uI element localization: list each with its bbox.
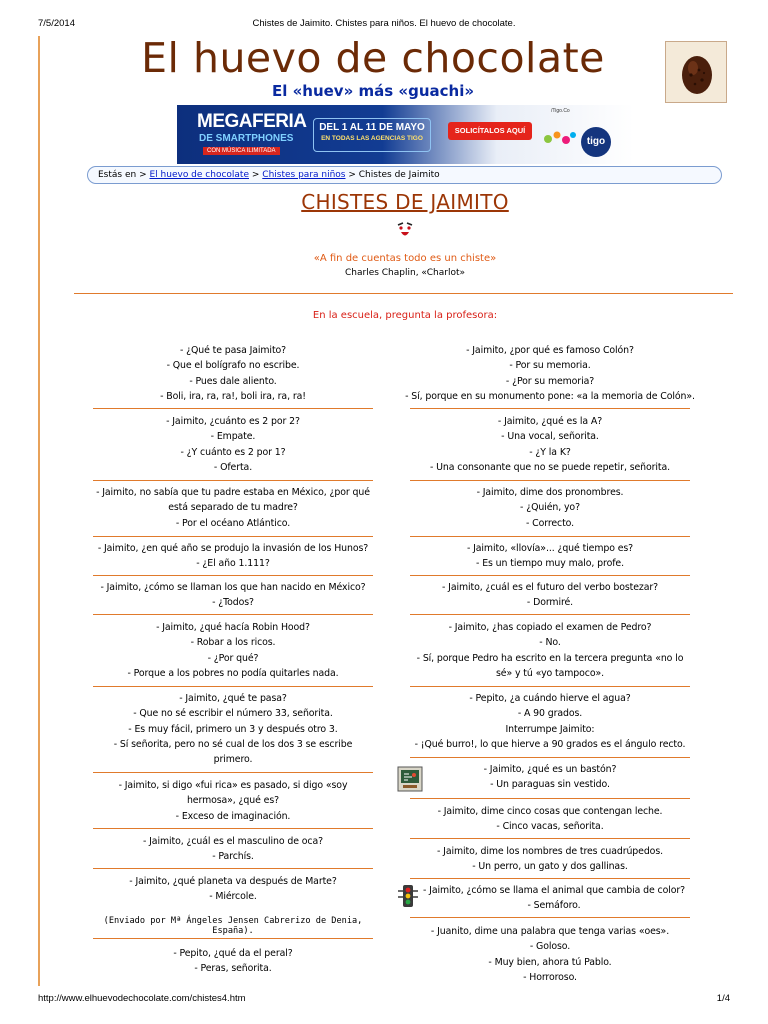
joke-line: hermosa», ¿qué es? — [186, 795, 280, 807]
joke-item — [93, 834, 373, 865]
joke-line: - Una vocal, señorita. — [501, 431, 599, 443]
joke-separator — [410, 838, 690, 839]
joke-line: - Jaimito, dime los nombres de tres cuadrúpedos. — [437, 846, 663, 857]
breadcrumb-prefix: Estás en > — [98, 170, 147, 180]
joke-separator — [93, 536, 373, 537]
joke-line: - Jaimito, ¿has copiado el examen de Pedro? — [448, 622, 652, 633]
joke-line: - Jaimito, ¿qué es la A? — [497, 416, 603, 427]
joke-line: - Es un tiempo muy malo, profe. — [476, 558, 624, 570]
joke-line: - Jaimito, ¿qué planeta va después de Marte? — [129, 876, 337, 887]
joke-line: - Jaimito, ¿cuánto es 2 por 2? — [166, 416, 300, 427]
joke-line: - Un perro, un gato y dos gallinas. — [472, 861, 628, 873]
joke-item — [93, 414, 373, 475]
joke-line: - Jaimito, ¿qué hacía Robin Hood? — [156, 622, 310, 633]
joke-line: - Jaimito, ¿cuál es el masculino de oca? — [142, 836, 323, 847]
breadcrumb-link-home[interactable]: El huevo de chocolate — [149, 170, 249, 180]
joke-line: - ¿Y cuánto es 2 por 1? — [180, 446, 286, 458]
banner-dates-sub: EN TODAS LAS AGENCIAS TIGO — [321, 135, 423, 142]
joke-line: - ¿Y la K? — [529, 446, 571, 458]
joke-item — [93, 946, 373, 977]
joke-line: primero. — [213, 754, 253, 766]
joke-line: - ¿Quién, yo? — [520, 502, 580, 514]
joke-line: - Jaimito, ¿qué es un bastón? — [483, 764, 617, 775]
joke-item — [400, 691, 700, 752]
joke-line: - Miércole. — [209, 891, 257, 903]
print-page-title: Chistes de Jaimito. Chistes para niños. El huevo de chocolate. — [252, 18, 516, 29]
joke-separator — [93, 575, 373, 576]
joke-item — [93, 778, 373, 824]
quote-author: Charles Chaplin, «Charlot» — [344, 268, 466, 278]
joke-separator — [93, 828, 373, 829]
joke-item — [73, 485, 393, 531]
joke-separator — [410, 798, 690, 799]
joke-item — [410, 485, 690, 531]
joke-item — [410, 541, 690, 572]
joke-line: - Cinco vacas, señorita. — [496, 821, 604, 833]
banner-tag: CON MÚSICA ILIMITADA — [203, 147, 280, 155]
joke-line: - Sí, porque Pedro ha escrito en la tercera pregunta «no lo — [416, 652, 684, 664]
joke-item — [93, 691, 373, 767]
quote-text: «A fin de cuentas todo es un chiste» — [313, 253, 497, 264]
joke-line: Interrumpe Jaimito: — [505, 723, 595, 735]
joke-line: - Dormiré. — [526, 597, 574, 609]
joke-line: - Correcto. — [525, 517, 575, 529]
joke-item — [390, 343, 710, 404]
joke-line: - Jaimito, dime dos pronombres. — [476, 487, 624, 498]
joke-item — [410, 580, 690, 611]
joke-separator — [93, 686, 373, 687]
joke-line: sé» y tú «yo tampoco». — [496, 667, 604, 679]
joke-separator — [93, 938, 373, 939]
print-footer — [0, 993, 768, 1007]
page-title: CHISTES DE JAIMITO — [301, 190, 509, 214]
joke-item — [83, 580, 383, 611]
joke-line: - Jaimito, ¿cuál es el futuro del verbo bostezar? — [442, 582, 658, 593]
joke-line: - Goloso. — [529, 941, 571, 953]
joke-line: - Porque a los pobres no podía quitarles nada. — [127, 667, 339, 679]
banner-social-handle: /Tigo.Co — [551, 108, 570, 114]
joke-item — [410, 924, 690, 985]
tigo-logo: tigo — [581, 127, 611, 157]
joke-line: - Parchís. — [212, 851, 254, 863]
joke-line: - ¡Qué burro!, lo que hierve a 90 grados es el ángulo recto. — [414, 738, 686, 750]
joke-item — [93, 874, 373, 905]
joke-item — [83, 541, 383, 572]
joke-separator — [410, 480, 690, 481]
joke-line: - Sí señorita, pero no sé cual de los dos 3 se escribe — [113, 738, 353, 750]
joke-line: - Semáforo. — [527, 900, 581, 912]
joke-line: - Empate. — [210, 431, 256, 443]
print-date: 7/5/2014 — [38, 18, 75, 29]
joke-line: - Jaimito, ¿cómo se llaman los que han nacido en México? — [100, 582, 366, 593]
joke-separator — [93, 614, 373, 615]
breadcrumb-separator: > — [251, 170, 260, 180]
joke-line: - ¿Por qué? — [207, 652, 259, 664]
joke-line: - Jaimito, dime cinco cosas que contengan leche. — [437, 806, 663, 817]
joke-line: - Que no sé escribir el número 33, señorita. — [133, 708, 333, 720]
print-url: http://www.elhuevodechocolate.com/chistes4.htm — [38, 993, 246, 1004]
joke-line: - A 90 grados. — [517, 708, 583, 720]
joke-separator — [93, 408, 373, 409]
joke-line: - Jaimito, ¿qué te pasa? — [179, 693, 287, 704]
joke-line: - Boli, ira, ra, ra!, boli ira, ra, ra! — [160, 390, 306, 402]
joke-line: - Es muy fácil, primero un 3 y después otro 3. — [128, 723, 338, 735]
joke-item — [410, 804, 690, 835]
joke-item — [414, 883, 694, 914]
joke-line: - Jaimito, ¿por qué es famoso Colón? — [466, 345, 634, 356]
joke-item — [410, 844, 690, 875]
breadcrumb-current: > Chistes de Jaimito — [348, 170, 440, 180]
joke-line: - Jaimito, ¿en qué año se produjo la invasión de los Hunos? — [97, 543, 369, 554]
joke-item — [410, 762, 690, 793]
joke-line: - Por el océano Atlántico. — [175, 517, 291, 529]
print-page-number: 1/4 — [716, 993, 730, 1004]
joke-separator — [93, 480, 373, 481]
site-tagline: El «huev» más «guachi» — [271, 82, 475, 100]
joke-line: - No. — [539, 637, 561, 649]
intro-text: En la escuela, pregunta la profesora: — [312, 310, 498, 321]
joke-line: - Jaimito, si digo «fui rica» es pasado, si digo «soy — [118, 780, 348, 791]
joke-line: - ¿Todos? — [212, 597, 254, 609]
banner-title: MEGAFERIA — [197, 111, 307, 132]
joke-separator — [410, 686, 690, 687]
joke-separator — [410, 757, 690, 758]
joke-separator — [93, 868, 373, 869]
joke-line: - Que el bolígrafo no escribe. — [166, 360, 300, 372]
joke-line: - Exceso de imaginación. — [175, 810, 291, 822]
banner-cta-button[interactable]: SOLICÍTALOS AQUÍ — [448, 122, 532, 140]
joke-separator — [410, 408, 690, 409]
joke-line: - Muy bien, ahora tú Pablo. — [488, 956, 612, 968]
banner-dates-main: DEL 1 AL 11 DE MAYO — [319, 122, 425, 133]
joke-separator — [410, 536, 690, 537]
joke-item — [93, 620, 373, 681]
joke-separator — [410, 614, 690, 615]
joke-separator — [410, 917, 690, 918]
joke-line: - Sí, porque en su monumento pone: «a la memoria de Colón». — [405, 390, 695, 402]
joke-credit: (Enviado por Mª Ángeles Jensen Cabrerizo de Denia, España). — [103, 916, 363, 936]
joke-line: - Un paraguas sin vestido. — [490, 779, 610, 791]
joke-separator — [93, 772, 373, 773]
joke-line: - Pepito, ¿a cuándo hierve el agua? — [469, 693, 631, 704]
joke-separator — [410, 575, 690, 576]
joke-item — [93, 343, 373, 404]
joke-line: - ¿El año 1.111? — [196, 558, 270, 570]
joke-line: - Jaimito, no sabía que tu padre estaba en México, ¿por qué — [96, 487, 370, 498]
joke-line: - Oferta. — [213, 461, 253, 473]
joke-line: - Pepito, ¿qué da el peral? — [173, 948, 293, 959]
joke-line: - Pues dale aliento. — [189, 375, 277, 387]
joke-item — [410, 414, 690, 475]
joke-line: - Peras, señorita. — [194, 963, 272, 975]
joke-line: - Jaimito, ¿cómo se llama el animal que cambia de color? — [423, 885, 685, 896]
joke-line: - ¿Por su memoria? — [505, 375, 595, 387]
joke-line: - Robar a los ricos. — [190, 637, 276, 649]
breadcrumb-link-chistes[interactable]: Chistes para niños — [262, 170, 346, 180]
site-title[interactable]: El huevo de chocolate — [141, 34, 605, 82]
left-joke-column — [93, 0, 373, 1024]
joke-line: - Horroroso. — [523, 971, 577, 983]
joke-line: - Por su memoria. — [509, 360, 591, 372]
joke-line: - ¿Qué te pasa Jaimito? — [179, 345, 287, 356]
left-margin-rule — [38, 36, 40, 986]
joke-line: - Una consonante que no se puede repetir, señorita. — [429, 461, 670, 473]
banner-subtitle: DE SMARTPHONES — [199, 133, 294, 144]
joke-item — [410, 620, 690, 681]
joke-line: - Juanito, dime una palabra que tenga varias «oes». — [430, 926, 670, 937]
joke-separator — [410, 878, 690, 879]
joke-line: está separado de tu madre? — [168, 502, 298, 514]
joke-line: - Jaimito, «llovía»... ¿qué tiempo es? — [466, 543, 634, 554]
